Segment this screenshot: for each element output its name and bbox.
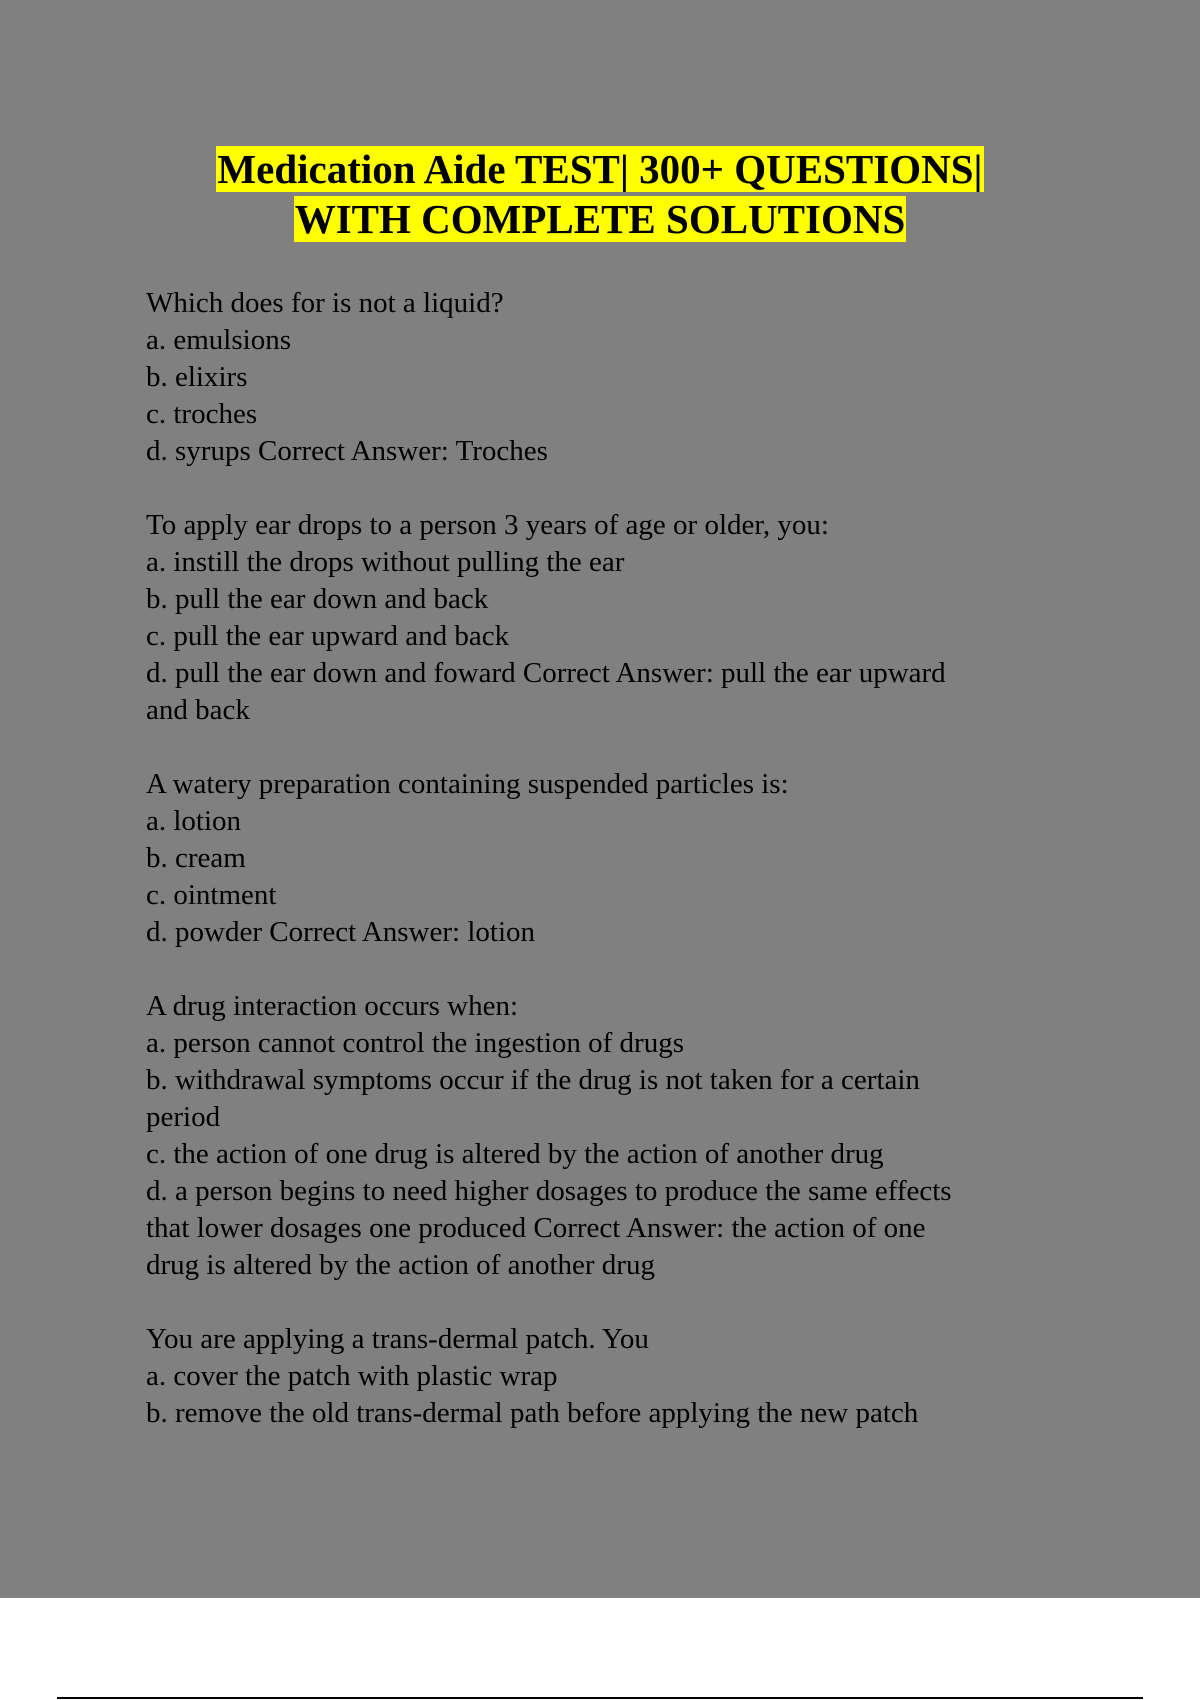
question-line: You are applying a trans-dermal patch. You [146, 1323, 649, 1355]
question-line: d. syrups Correct Answer: Troches [146, 435, 548, 467]
question-line: c. pull the ear upward and back [146, 620, 510, 652]
question-line: d. pull the ear down and foward Correct Answer: pull the ear upward [146, 657, 946, 689]
title-line-2: WITH COMPLETE SOLUTIONS [294, 196, 906, 242]
question-line: A drug interaction occurs when: [146, 990, 519, 1022]
question-line: a. person cannot control the ingestion of drugs [146, 1027, 684, 1059]
question-line: A watery preparation containing suspended particles is: [146, 768, 789, 800]
question-block-4 [146, 988, 1066, 1284]
question-line: d. powder Correct Answer: lotion [146, 916, 536, 948]
question-line: c. ointment [146, 879, 277, 911]
question-block-3 [146, 766, 1066, 951]
question-line: a. cover the patch with plastic wrap [146, 1360, 558, 1392]
question-line: b. cream [146, 842, 246, 874]
question-block-2 [146, 507, 1066, 729]
question-line: b. withdrawal symptoms occur if the drug is not taken for a certain [146, 1064, 920, 1096]
question-line: period [146, 1101, 221, 1133]
question-line: b. elixirs [146, 361, 248, 393]
title-line-1: Medication Aide TEST| 300+ QUESTIONS| [217, 146, 983, 192]
question-line: c. the action of one drug is altered by the action of another drug [146, 1138, 884, 1170]
footer-divider [57, 1697, 1143, 1699]
question-line: Which does for is not a liquid? [146, 287, 504, 319]
question-line: that lower dosages one produced Correct Answer: the action of one [146, 1212, 926, 1244]
questions-list [146, 285, 1066, 1469]
question-line: a. instill the drops without pulling the ear [146, 546, 625, 578]
question-line: drug is altered by the action of another drug [146, 1249, 655, 1281]
document-title [0, 144, 1200, 244]
question-line: b. pull the ear down and back [146, 583, 489, 615]
question-line: a. emulsions [146, 324, 291, 356]
question-line: d. a person begins to need higher dosages to produce the same effects [146, 1175, 952, 1207]
question-line: a. lotion [146, 805, 242, 837]
question-line: c. troches [146, 398, 258, 430]
question-line: and back [146, 694, 250, 726]
question-line: To apply ear drops to a person 3 years of age or older, you: [146, 509, 829, 541]
question-block-1 [146, 285, 1066, 470]
question-block-5 [146, 1321, 1066, 1432]
question-line: b. remove the old trans-dermal path before applying the new patch [146, 1397, 919, 1429]
